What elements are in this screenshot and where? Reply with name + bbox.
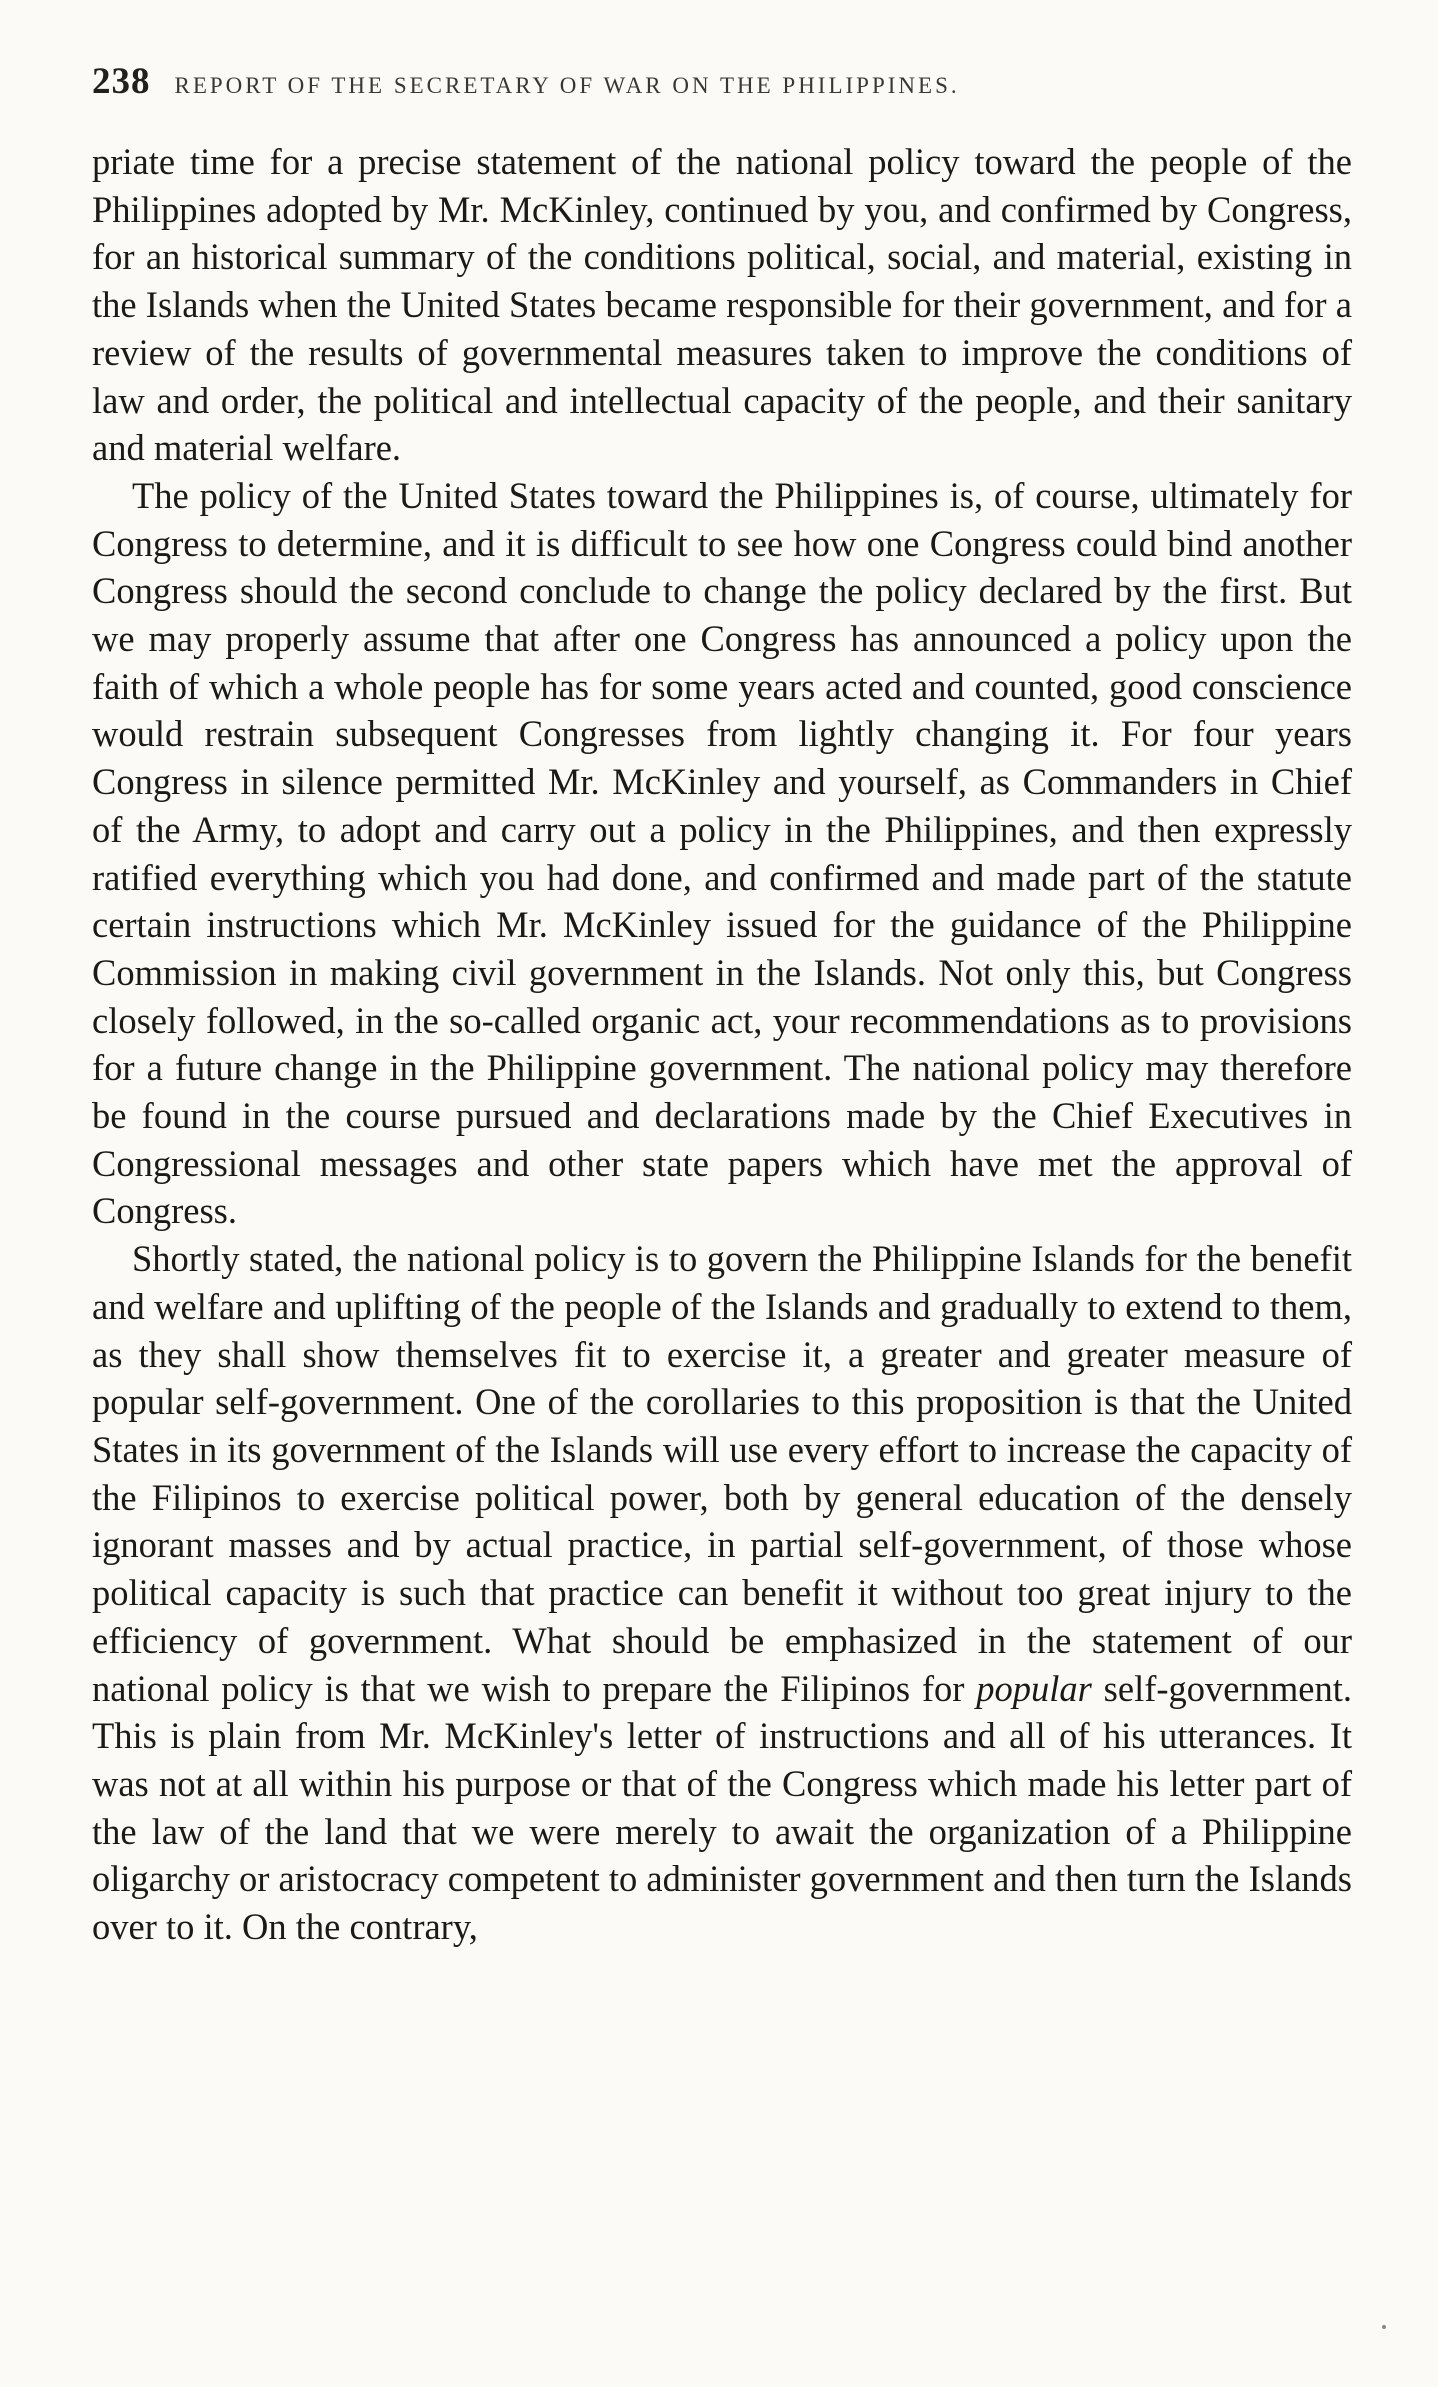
document-page: [92, 60, 1352, 1951]
paragraph-continuation: priate time for a precise statement of the national policy toward the people of the Philippines adopted by Mr. McKinley, continued by you, and confirmed by Congress, for an historical summary of the conditions political, social, and material, existing in the Islands when the United States became responsible for their government, and for a review of the results of governmental measures taken to improve the conditions of law and order, the political and intellectual capacity of the people, and their sanitary and material welfare.: [92, 141, 1352, 469]
paragraph-national-policy: [92, 1235, 1352, 1951]
page-header: [92, 60, 1352, 120]
paragraph-policy-of-united-states: The policy of the United States toward the Philippines is, of course, ultimately for Congress to determine, and it is difficult to see how one Congress could bind another Congress should the second conclude to change the policy declared by the first. But we may properly assume that after one Congress has announced a policy upon the faith of which a whole people has for some years acted and counted, good conscience would restrain subsequent Congresses from lightly changing it. For four years Congress in silence permitted Mr. McKinley and yourself, as Commanders in Chief of the Army, to adopt and carry out a policy in the Philippines, and then expressly ratified everything which you had done, and confirmed and made part of the statute certain instructions which Mr. McKinley issued for the guidance of the Philippine Commission in making civil government in the Islands. Not only this, but Congress closely followed, in the so-called organic act, your recommendations as to provisions for a future change in the Philippine government. The national policy may therefore be found in the course pursued and declarations made by the Chief Executives in Congressional messages and other state papers which have met the approval of Congress.: [92, 474, 1352, 1232]
body-text: [92, 138, 1352, 1951]
paragraph-national-policy-text-start: Shortly stated, the national policy is to govern the Philippine Islands for the benefit and welfare and uplifting of the people of the Islands and gradually to extend to them, as they shall show themselves fit to exercise it, a greater and greater measure of popular self-government. One of the corollaries to this proposition is that the United States in its government of the Islands will use every effort to increase the capacity of the Filipinos to exercise political power, both by general education of the densely ignorant masses and by actual practice, in partial self-government, of those whose political capacity is such that practice can benefit it without too great injury to the efficiency of government. What should be emphasized in the statement of our national policy is that we wish to prepare the Filipinos for: [92, 1238, 1352, 1709]
page-number: 238: [92, 61, 151, 102]
italic-emphasis: popular: [976, 1667, 1092, 1709]
paragraph-national-policy-text-end: self-government. This is plain from Mr. McKinley's letter of instructions and all of his utterances. It was not at all within his purpose or that of the Congress which made his letter part of the law of the land that we were merely to await the organization of a Philippine oligarchy or aristocracy competent to administer government and then turn the Islands over to it. On the contrary,: [92, 1667, 1352, 1948]
scan-speck: [1382, 2325, 1386, 2329]
running-head: REPORT OF THE SECRETARY OF WAR ON THE PHILIPPINES.: [174, 73, 960, 98]
